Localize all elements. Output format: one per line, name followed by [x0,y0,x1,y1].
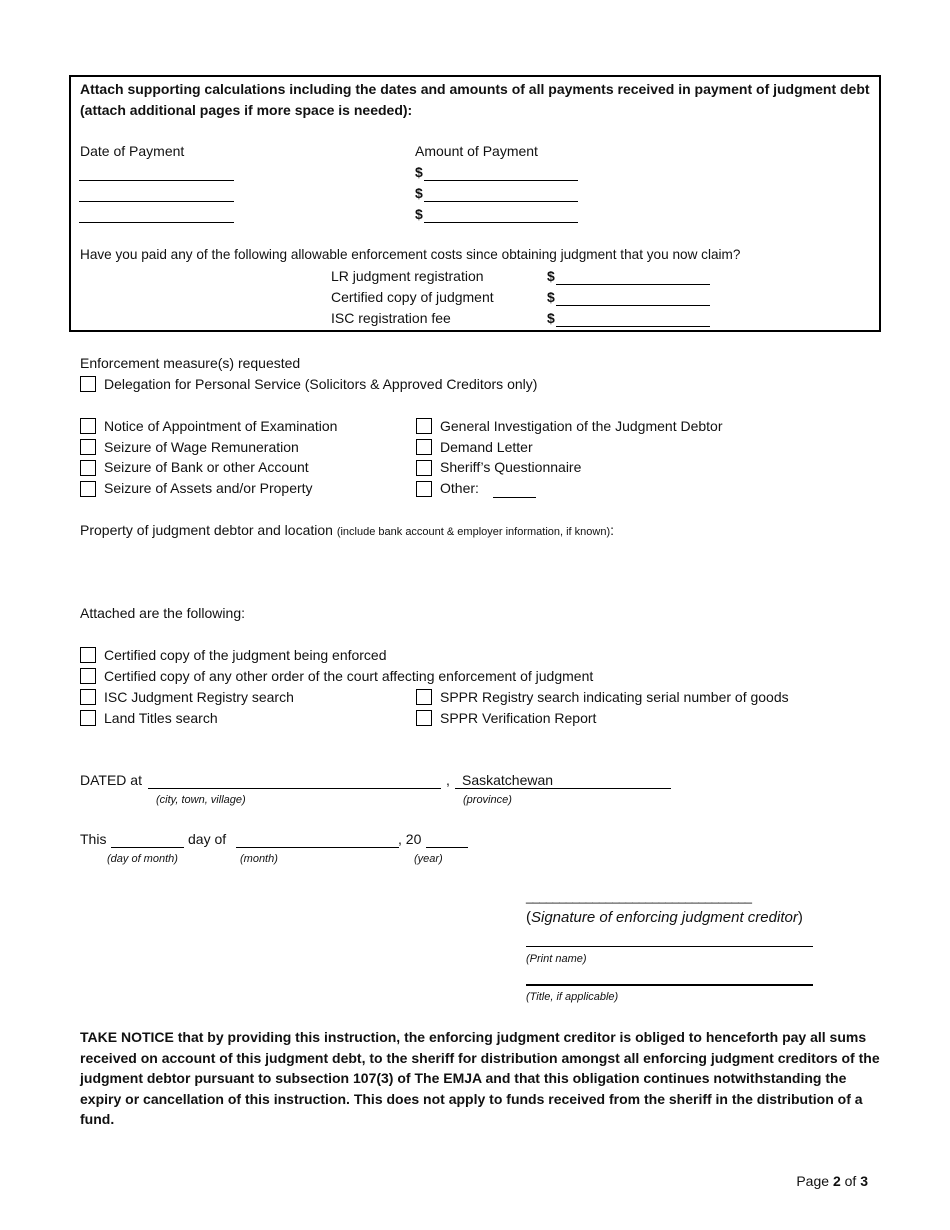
label-sheriff-questionnaire: Sheriff’s Questionnaire [440,459,582,475]
property-label [80,521,614,541]
other-field[interactable] [493,497,536,498]
checkbox-bank-seizure[interactable] [80,460,96,476]
property-label-text: Property of judgment debtor and location [80,522,333,538]
dollar-sign: $ [547,268,555,284]
amount-field-1[interactable] [424,180,578,181]
label-sppr-search: SPPR Registry search indicating serial number of goods [440,689,789,705]
checkbox-sheriff-questionnaire[interactable] [416,460,432,476]
amount-field-2[interactable] [424,201,578,202]
checkbox-other[interactable] [416,481,432,497]
checkbox-isc-search[interactable] [80,689,96,705]
costs-question: Have you paid any of the following allowable enforcement costs since obtaining judgment that you now claim? [80,247,741,262]
checkbox-wage-seizure[interactable] [80,439,96,455]
cost-label-isc: ISC registration fee [331,310,451,326]
date-field-3[interactable] [79,222,234,223]
day-of-label: day of [188,831,227,847]
checkbox-demand-letter[interactable] [416,439,432,455]
label-notice-examination: Notice of Appointment of Examination [104,418,338,434]
signature-label [526,909,803,927]
attached-heading: Attached are the following: [80,605,245,621]
label-general-investigation: General Investigation of the Judgment Debtor [440,418,723,434]
year-field[interactable] [426,847,468,848]
checkbox-assets-seizure[interactable] [80,481,96,497]
label-isc-search: ISC Judgment Registry search [104,689,294,705]
checkbox-sppr-verification[interactable] [416,710,432,726]
title-field[interactable] [526,984,813,986]
title-hint: (Title, if applicable) [526,991,619,1003]
print-name-field[interactable] [526,946,813,947]
checkbox-general-investigation[interactable] [416,418,432,434]
checkbox-land-titles[interactable] [80,710,96,726]
checkbox-sppr-search[interactable] [416,689,432,705]
century-label: , 20 [398,831,422,847]
dollar-sign: $ [415,164,423,180]
dated-comma: , [446,772,450,788]
property-colon: : [610,522,615,538]
label-wage-seizure: Seizure of Wage Remuneration [104,439,299,455]
label-delegation: Delegation for Personal Service (Solicitors & Approved Creditors only) [104,376,538,392]
month-hint: (month) [240,853,278,865]
cost-label-lr: LR judgment registration [331,268,484,284]
label-assets-seizure: Seizure of Assets and/or Property [104,480,313,496]
day-field[interactable] [111,847,184,848]
property-note: (include bank account & employer information, if known) [336,526,611,538]
label-bank-seizure: Seizure of Bank or other Account [104,459,309,475]
dollar-sign: $ [547,289,555,305]
city-field[interactable] [148,788,441,789]
dollar-sign: $ [415,185,423,201]
label-certified-judgment: Certified copy of the judgment being enforced [104,647,387,663]
amount-header: Amount of Payment [415,143,538,159]
dollar-sign: $ [415,206,423,222]
year-hint: (year) [414,853,443,865]
month-field[interactable] [236,847,399,848]
dated-label: DATED at [80,772,142,788]
signature-field[interactable]: __________________________________ [526,889,752,904]
province-hint: (province) [463,794,512,806]
page-number [796,1172,868,1190]
label-demand-letter: Demand Letter [440,439,533,455]
label-land-titles: Land Titles search [104,710,218,726]
print-name-hint: (Print name) [526,953,587,965]
dollar-sign: $ [547,310,555,326]
cost-field-certified[interactable] [556,305,710,306]
date-header: Date of Payment [80,143,185,159]
signature-label-text: Signature of enforcing judgment creditor [531,909,798,926]
payments-intro: Attach supporting calculations including the dates and amounts of all payments received in payment of judgment debt (attach additional pages if more space is needed): [80,81,870,118]
paren-close: ) [797,909,803,926]
cost-field-isc[interactable] [556,326,710,327]
label-sppr-verification: SPPR Verification Report [440,710,597,726]
total-pages: 3 [860,1173,868,1189]
cost-label-certified: Certified copy of judgment [331,289,494,305]
checkbox-certified-judgment[interactable] [80,647,96,663]
of-word: of [844,1173,857,1189]
day-hint: (day of month) [107,853,178,865]
checkbox-notice-examination[interactable] [80,418,96,434]
this-label: This [80,831,107,847]
label-other: Other: [440,480,479,496]
checkbox-delegation[interactable] [80,376,96,392]
date-field-2[interactable] [79,201,234,202]
page-word: Page [796,1173,830,1189]
label-certified-order: Certified copy of any other order of the court affecting enforcement of judgment [104,668,594,684]
checkbox-certified-order[interactable] [80,668,96,684]
city-hint: (city, town, village) [156,794,246,806]
current-page: 2 [832,1173,841,1189]
paren-open: ( [526,909,531,926]
province-value: Saskatchewan [462,772,554,788]
amount-field-3[interactable] [424,222,578,223]
enforcement-heading: Enforcement measure(s) requested [80,355,301,371]
date-field-1[interactable] [79,180,234,181]
take-notice-paragraph: TAKE NOTICE that by providing this instruction, the enforcing judgment creditor is obliged to henceforth pay all sums received on account of this judgment debt, to the sheriff for distribution amongst all enforcing judgment creditors of the judgment debtor pursuant to subsection 107(3) of The EMJA and that this obligation continues notwithstanding the expiry or cancellation of this instruction. This does not apply to funds received from the sheriff in the distribution of a fund. [80,1029,880,1127]
cost-field-lr[interactable] [556,284,710,285]
